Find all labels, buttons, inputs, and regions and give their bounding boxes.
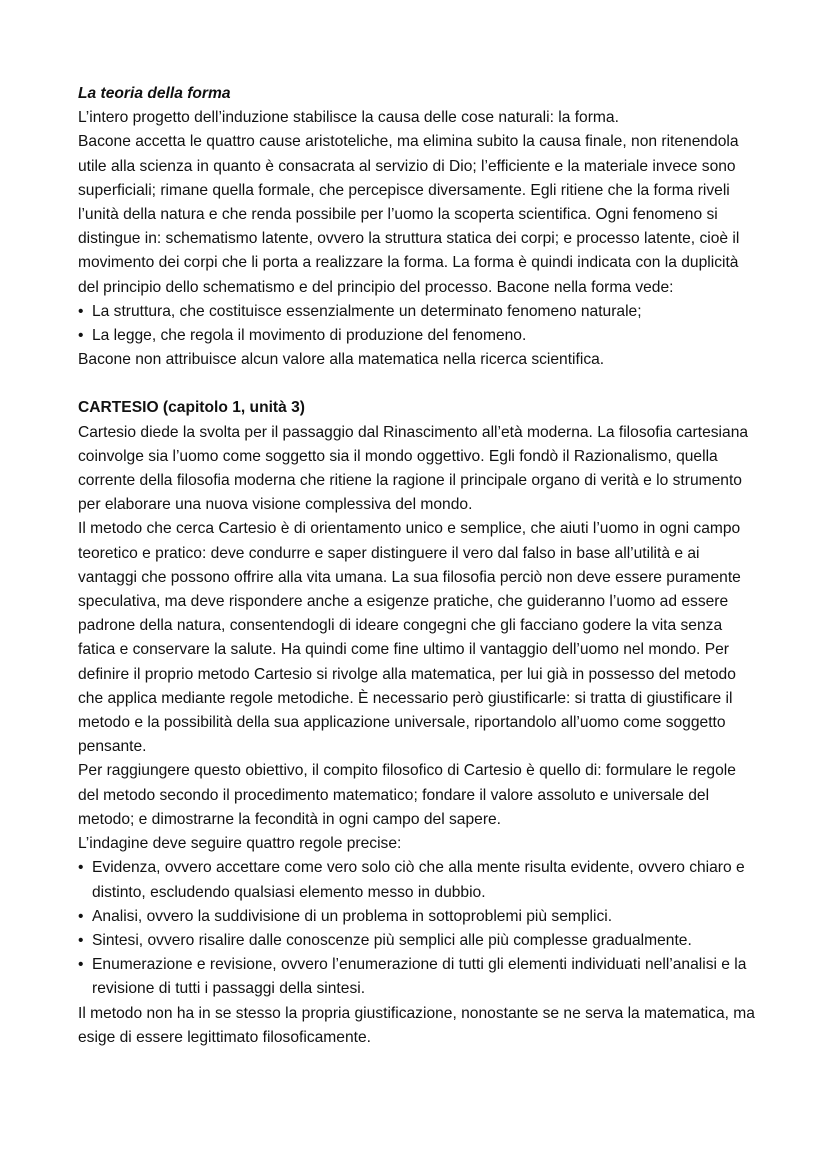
paragraph: Bacone non attribuisce alcun valore alla matematica nella ricerca scientifica.: [78, 351, 605, 369]
document-page: [78, 82, 758, 1050]
paragraph: L’intero progetto dell’induzione stabilisce la causa delle cose naturali: la forma.: [78, 109, 619, 127]
list-item: • La legge, che regola il movimento di produzione del fenomeno.: [78, 324, 758, 348]
list-item: • Evidenza, ovvero accettare come vero solo ciò che alla mente risulta evidente, ovvero chiaro e distinto, escludendo qualsiasi elemento messo in dubbio.: [78, 856, 758, 904]
bullet-list: [78, 300, 758, 348]
paragraph: Il metodo non ha in se stesso la propria giustificazione, nonostante se ne serva la matematica, ma esige di essere legittimato filosoficamente.: [78, 1004, 755, 1046]
paragraph: L’indagine deve seguire quattro regole precise:: [78, 835, 402, 853]
list-item: • Enumerazione e revisione, ovvero l’enumerazione di tutti gli elementi individuati nell’analisi e la revisione di tutti i passaggi della sintesi.: [78, 953, 758, 1001]
paragraph: Cartesio diede la svolta per il passaggio dal Rinascimento all’età moderna. La filosofia cartesiana coinvolge sia l’uomo come soggetto sia il mondo oggettivo. Egli fondò il Razionalismo, quella corrente della filosofia moderna che ritiene la ragione il principale organo di verità e lo strumento per elaborare una nuova visione complessiva del mondo.: [78, 423, 749, 514]
list-item: • La struttura, che costituisce essenzialmente un determinato fenomeno naturale;: [78, 300, 758, 324]
list-item: • Analisi, ovvero la suddivisione di un problema in sottoproblemi più semplici.: [78, 905, 758, 929]
paragraph: Bacone accetta le quattro cause aristoteliche, ma elimina subito la causa finale, non ritenendola utile alla scienza in quanto è consacrata al servizio di Dio; l’efficiente e la materiale invece sono superficiali; rimane quella formale, che percepisce diversamente. Egli ritiene che la forma riveli l’unità della natura e che renda possibile per l’uomo la scoperta scientifica. Ogni fenomeno si distingue in: schematismo latente, ovvero la struttura statica dei corpi; e processo latente, cioè il movimento dei corpi che li porta a realizzare la forma. La forma è quindi indicata con la duplicità del principio dello schematismo e del principio del processo. Bacone nella forma vede:: [78, 133, 740, 296]
bullet-list: [78, 856, 758, 1001]
section-title-cartesio: CARTESIO (capitolo 1, unità 3): [78, 399, 305, 417]
paragraph: Per raggiungere questo obiettivo, il compito filosofico di Cartesio è quello di: formulare le regole del metodo secondo il procedimento matematico; fondare il valore assoluto e universale del metodo; e dimostrarne la fecondità in ogni campo del sapere.: [78, 762, 736, 828]
list-item: • Sintesi, ovvero risalire dalle conoscenze più semplici alle più complesse gradualmente.: [78, 929, 758, 953]
section-title-teoria-forma: La teoria della forma: [78, 85, 231, 102]
paragraph: Il metodo che cerca Cartesio è di orientamento unico e semplice, che aiuti l’uomo in ogni campo teoretico e pratico: deve condurre e saper distinguere il vero dal falso in base all’utilità e ai vantaggi che possono offrire alla vita umana. La sua filosofia perciò non deve essere puramente speculativa, ma deve rispondere anche a esigenze pratiche, che guideranno l’uomo ad essere padrone della natura, consentendogli di ideare congegni che gli facciano godere la vita senza fatica e conservare la salute. Ha quindi come fine ultimo il vantaggio dell’uomo nel mondo. Per definire il proprio metodo Cartesio si rivolge alla matematica, per lui già in possesso del metodo che applica mediante regole metodiche. È necessario però giustificarle: si tratta di giustificare il metodo e la possibilità della sua applicazione universale, riportandolo all’uomo come soggetto pensante.: [78, 520, 741, 756]
section-spacer: [78, 372, 758, 396]
